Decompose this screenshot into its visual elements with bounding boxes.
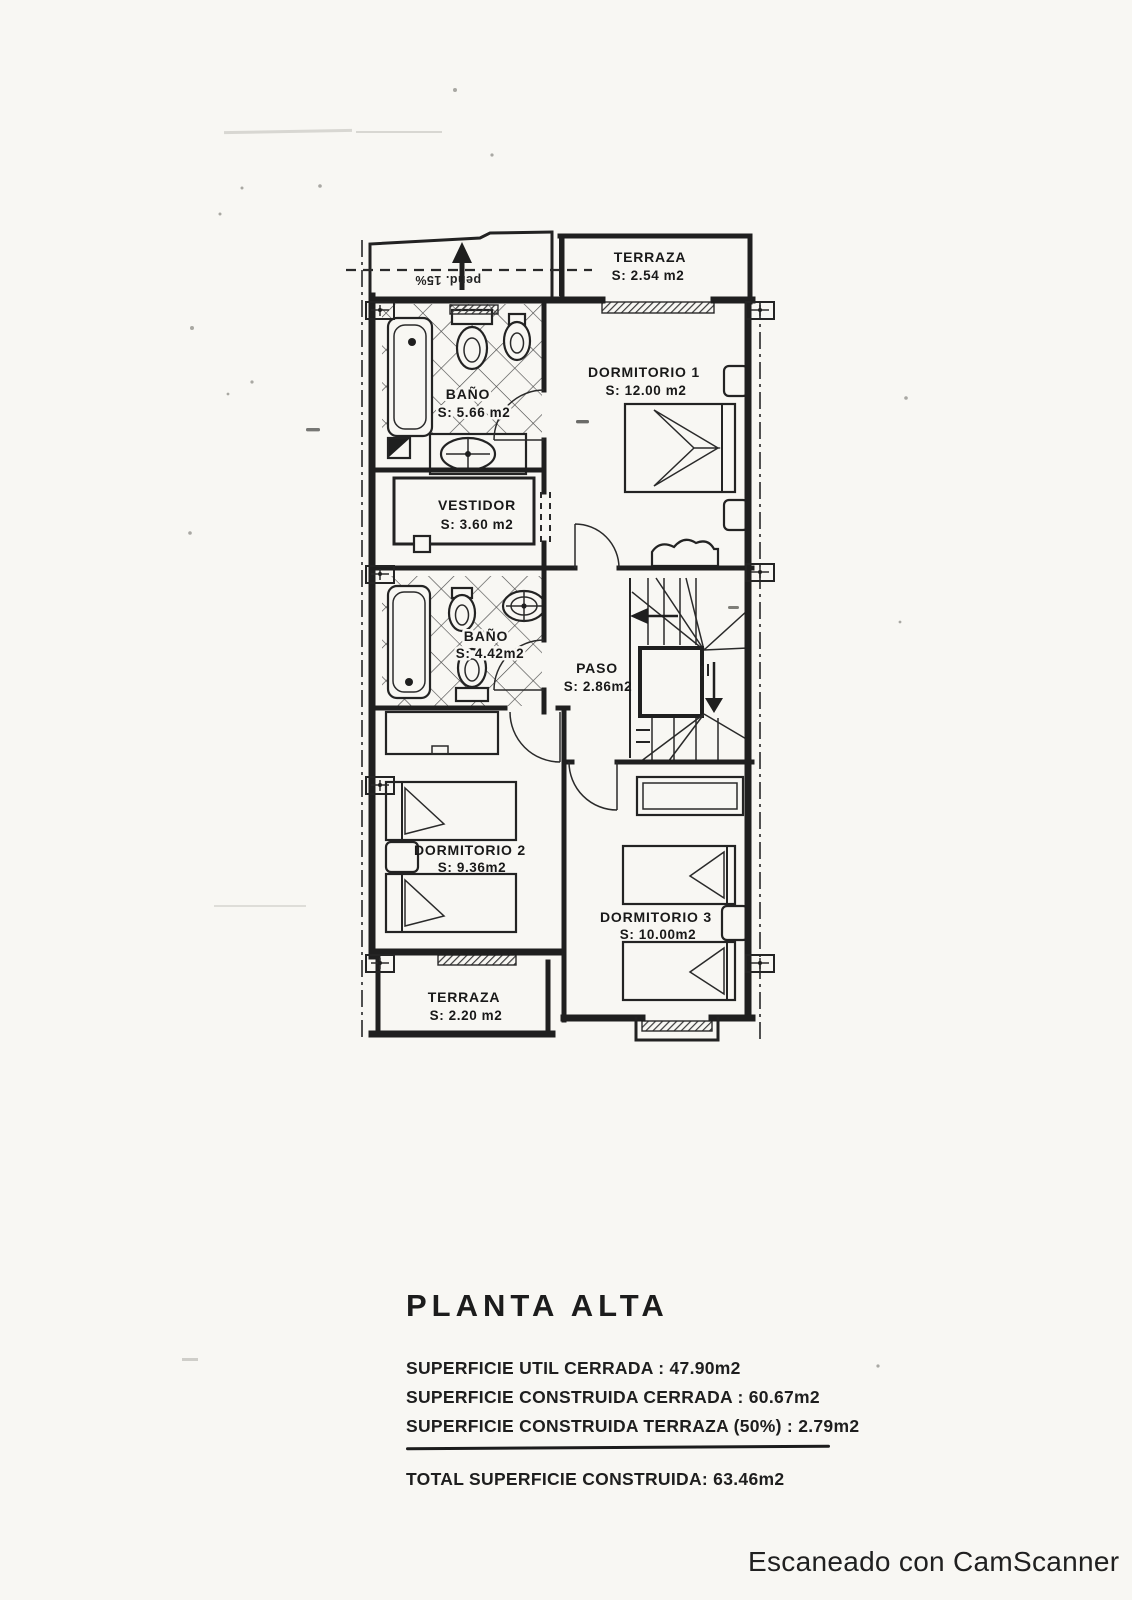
door-dormitorio2	[510, 712, 560, 762]
title-block	[406, 1288, 866, 1490]
door-dormitorio3	[569, 762, 617, 810]
door-dormitorio1	[575, 524, 619, 568]
room-area-bano1: S: 5.66 m2	[437, 405, 511, 420]
staircase	[630, 578, 748, 762]
room-area-dormitorio1: S: 12.00 m2	[605, 383, 687, 398]
stair-up-arrow-icon	[630, 608, 648, 624]
room-area-paso: S: 2.86m2	[563, 679, 633, 694]
room-label-terraza-bottom: TERRAZA	[427, 989, 501, 1005]
stair-down-arrow-icon	[705, 698, 723, 713]
room-label-bano2: BAÑO	[463, 628, 509, 644]
room-label-paso: PASO	[576, 660, 618, 676]
room-area-bano2: S: 4.42m2	[455, 646, 525, 661]
room-area-dormitorio2: S: 9.36m2	[437, 860, 507, 875]
room-label-dormitorio2: DORMITORIO 2	[413, 842, 527, 858]
total-superficie: TOTAL SUPERFICIE CONSTRUIDA: 63.46m2	[406, 1469, 785, 1489]
room-area-dormitorio3: S: 10.00m2	[619, 927, 697, 942]
surface-summary	[406, 1354, 866, 1490]
bidet-icon	[504, 322, 530, 360]
slope-arrow-icon	[452, 242, 472, 263]
bench-icon	[652, 540, 718, 566]
vestidor-open-passage	[541, 492, 550, 543]
nightstand-icon	[722, 906, 748, 940]
dormitorio2-furniture	[386, 712, 516, 932]
single-bed-icon	[623, 846, 735, 904]
camscanner-credit: Escaneado con CamScanner	[748, 1546, 1120, 1577]
summary-divider	[406, 1445, 830, 1451]
room-label-vestidor: VESTIDOR	[438, 497, 516, 513]
room-label-bano1: BAÑO	[445, 386, 491, 402]
room-area-terraza-bottom: S: 2.20 m2	[429, 1008, 503, 1023]
page-title: PLANTA ALTA	[406, 1288, 669, 1323]
room-label-dormitorio3: DORMITORIO 3	[599, 909, 713, 925]
dormitorio3-furniture	[623, 777, 748, 1000]
window-dormitorio1	[602, 302, 714, 313]
slope-label: pend. 15%	[414, 273, 482, 287]
window-dormitorio3	[642, 1021, 712, 1031]
wardrobe-icon	[386, 712, 498, 754]
single-bed-icon	[623, 942, 735, 1000]
summary-line-construida-terraza: SUPERFICIE CONSTRUIDA TERRAZA (50%) : 2.79m2	[406, 1416, 860, 1436]
summary-line-construida-cerrada: SUPERFICIE CONSTRUIDA CERRADA : 60.67m2	[406, 1387, 820, 1407]
room-area-vestidor: S: 3.60 m2	[440, 517, 514, 532]
stair-void	[640, 648, 702, 716]
roof-slope-area	[346, 232, 592, 296]
window-dormitorio2	[438, 955, 516, 965]
room-label-terraza-top: TERRAZA	[613, 249, 687, 265]
toilet-tank	[456, 688, 488, 701]
nightstand-icon	[724, 366, 748, 396]
vestidor-closet	[394, 478, 534, 552]
nightstand-icon	[724, 500, 748, 530]
room-label-dormitorio1: DORMITORIO 1	[587, 364, 701, 380]
scan-specks	[188, 88, 908, 1368]
room-area-terraza-top: S: 2.54 m2	[611, 268, 685, 283]
summary-line-util-cerrada: SUPERFICIE UTIL CERRADA : 47.90m2	[406, 1358, 741, 1378]
window-bano1	[450, 305, 498, 314]
